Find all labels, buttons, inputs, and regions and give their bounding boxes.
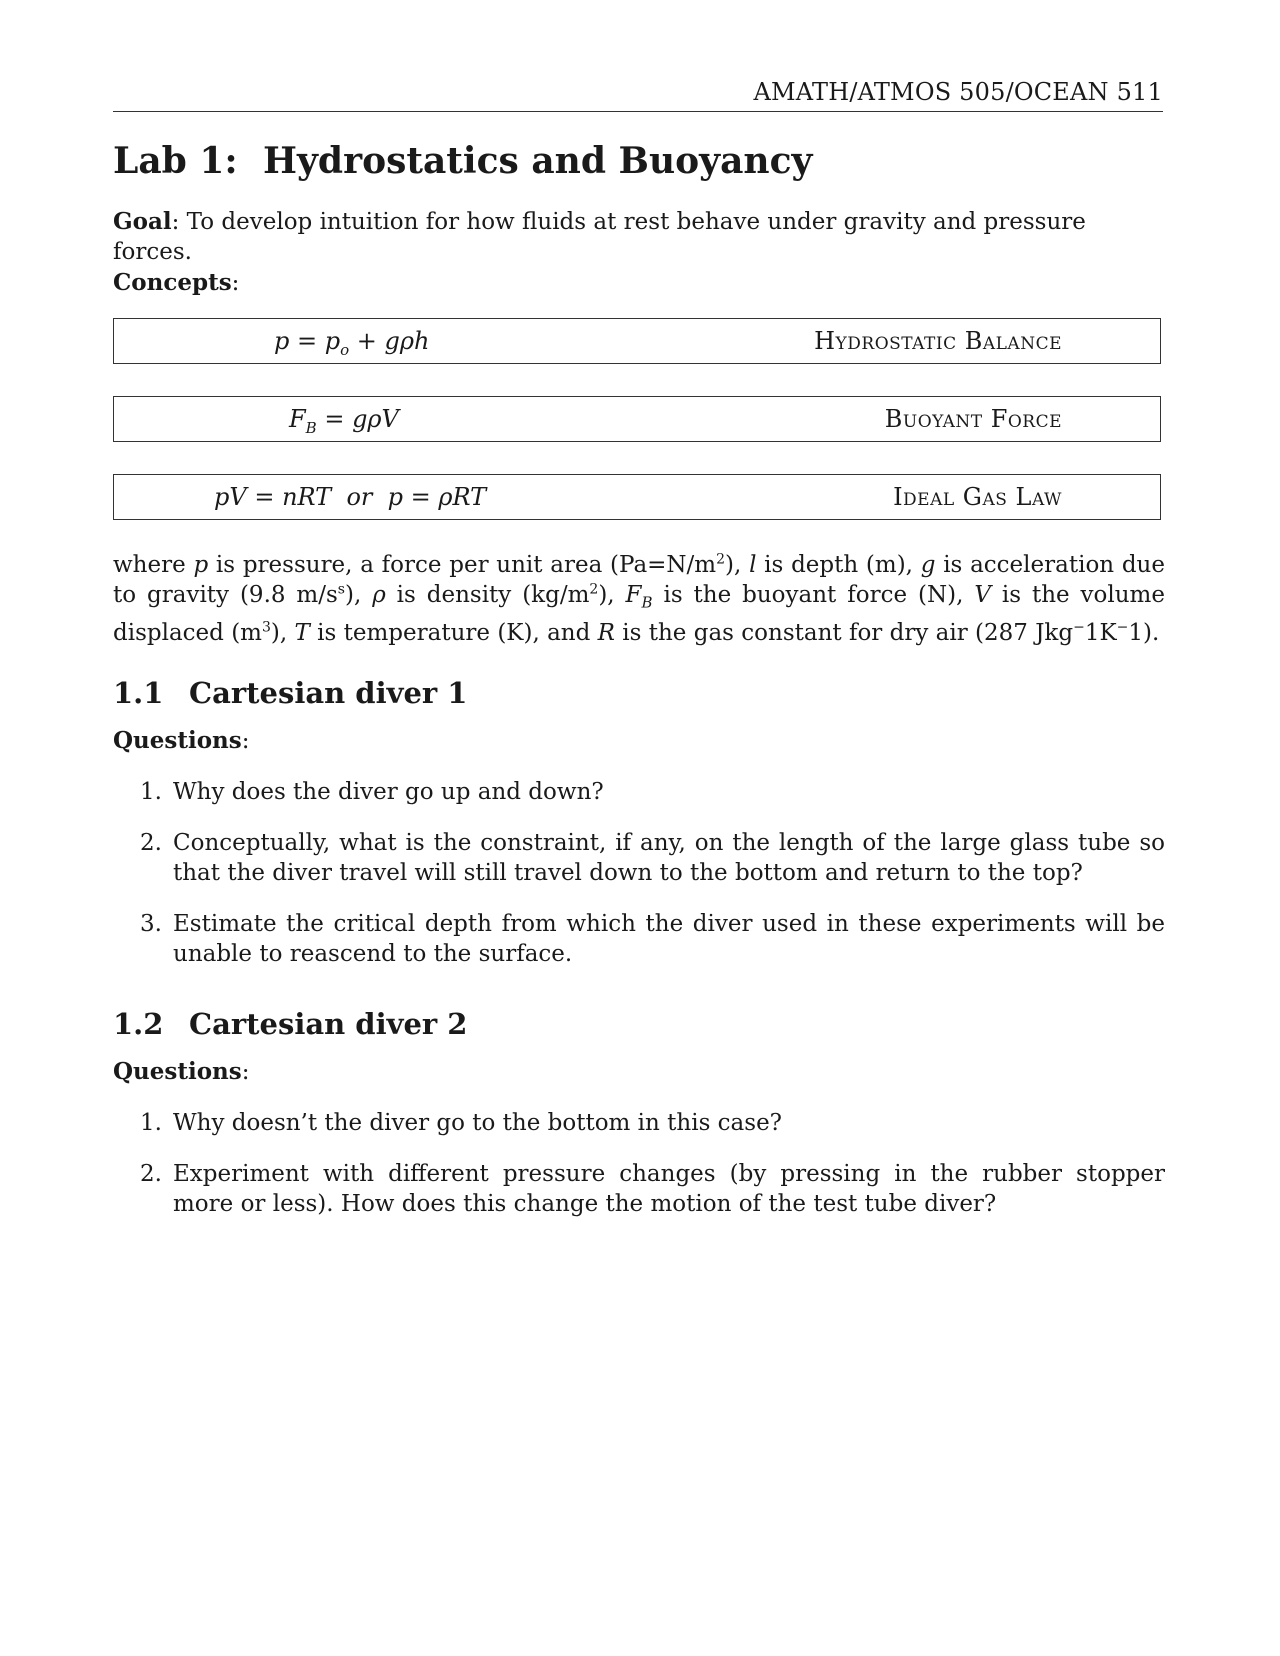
questions-heading-1: Questions:	[113, 727, 250, 754]
course-header: AMATH/ATMOS 505/OCEAN 511	[753, 78, 1163, 106]
equation-box-hydrostatic	[113, 318, 1161, 364]
lab-number: Lab 1:	[113, 140, 238, 182]
header-rule	[113, 111, 1163, 112]
list-item: 3. Estimate the critical depth from which the diver used in these experiments will be unable to reascend to the surface.	[140, 911, 1165, 967]
section-heading-1-1: 1.1 Cartesian diver 1	[113, 676, 468, 710]
ideal-gas-equation: pV = nRT or p = ρRT	[214, 483, 487, 511]
goal-label: Goal	[113, 208, 172, 235]
page-title	[113, 140, 812, 182]
lab-title-text: Hydrostatics and Buoyancy	[263, 140, 813, 182]
list-item: 1. Why doesn’t the diver go to the bottom in this case?	[140, 1110, 783, 1136]
list-item: 2. Conceptually, what is the constraint, if any, on the length of the large glass tube so that the diver travel will still travel down to the bottom and return to the top?	[140, 830, 1165, 886]
goal-paragraph	[113, 207, 1165, 267]
question-list-2	[140, 1108, 1165, 1240]
ideal-gas-label: Ideal Gas Law	[893, 483, 1062, 511]
buoyant-label: Buoyant Force	[884, 405, 1062, 433]
list-item: 2. Experiment with different pressure changes (by pressing in the rubber stopper more or less). How does this change the motion of the test tube diver?	[140, 1161, 1165, 1217]
goal-text: : To develop intuition for how fluids at rest behave under gravity and pressure forces.	[113, 209, 1086, 265]
question-list-1	[140, 777, 1165, 990]
equation-box-ideal-gas	[113, 474, 1161, 520]
list-item: 1. Why does the diver go up and down?	[140, 779, 604, 805]
section-heading-1-2: 1.2 Cartesian diver 2	[113, 1007, 468, 1041]
concepts-heading: Concepts:	[113, 269, 240, 296]
hydrostatic-equation: $p = p_o + g\rho h$	[274, 327, 430, 359]
buoyant-equation: $F_B = g\rho V$	[289, 405, 399, 437]
variable-definitions: where p is pressure, a force per unit area $(Pa=N/m^2)$, l is depth (m), g is acceleration due to gravity (9.8 $m/s^s$), ρ is density $(kg/m^2)$, $F_B$ is the buoyant force (N), V is the volume displaced $(m^3)$, T is temperature (K), and R is the gas constant for dry air (287 Jkg−1K−1).	[113, 551, 1165, 646]
hydrostatic-label: Hydrostatic Balance	[814, 327, 1062, 355]
questions-heading-2: Questions:	[113, 1058, 250, 1085]
equation-box-buoyant	[113, 396, 1161, 442]
concepts-label: Concepts	[113, 269, 232, 296]
